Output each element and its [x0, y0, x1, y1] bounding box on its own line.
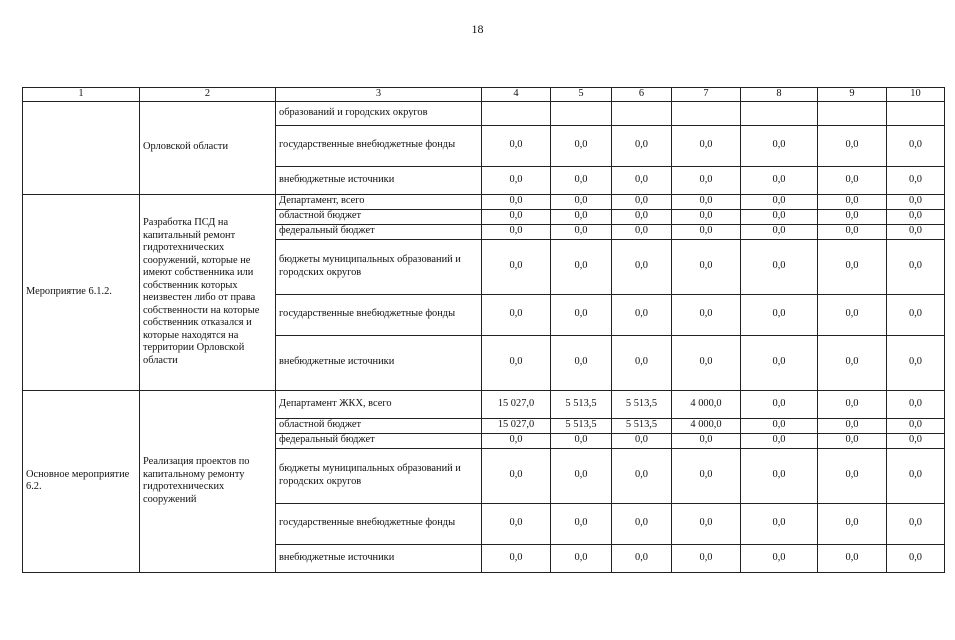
- value-cell: 0,0: [672, 239, 741, 294]
- value-cell: 0,0: [482, 125, 551, 166]
- value-cell: 0,0: [741, 209, 818, 224]
- value-cell: 0,0: [672, 166, 741, 194]
- value-cell: 0,0: [818, 390, 887, 418]
- funding-source-cell: областной бюджет: [276, 418, 482, 433]
- value-cell: 0,0: [551, 433, 612, 448]
- event-cell: [23, 101, 140, 194]
- value-cell: 0,0: [612, 224, 672, 239]
- funding-source-cell: областной бюджет: [276, 209, 482, 224]
- value-cell: 0,0: [551, 239, 612, 294]
- value-cell: 0,0: [482, 224, 551, 239]
- value-cell: 0,0: [818, 448, 887, 503]
- value-cell: [818, 101, 887, 125]
- header-cell: 8: [741, 88, 818, 102]
- header-cell: 4: [482, 88, 551, 102]
- value-cell: 0,0: [482, 448, 551, 503]
- value-cell: 0,0: [818, 224, 887, 239]
- value-cell: 0,0: [818, 194, 887, 209]
- funding-source-cell: Департамент ЖКХ, всего: [276, 390, 482, 418]
- value-cell: 0,0: [887, 194, 945, 209]
- funding-source-cell: государственные внебюджетные фонды: [276, 125, 482, 166]
- value-cell: 0,0: [482, 166, 551, 194]
- description-cell: Разработка ПСД на капитальный ремонт гидротехнических сооружений, которые не имеют собственника или собственник которых неизвестен либо от права собственности на которые собственник отказался и которые находятся на территории Орловской области: [140, 194, 276, 390]
- value-cell: 0,0: [887, 224, 945, 239]
- page-number: 18: [471, 22, 484, 36]
- value-cell: 0,0: [741, 433, 818, 448]
- value-cell: 0,0: [818, 166, 887, 194]
- value-cell: 0,0: [887, 418, 945, 433]
- funding-source-cell: бюджеты муниципальных образований и городских округов: [276, 448, 482, 503]
- value-cell: 0,0: [741, 335, 818, 390]
- value-cell: 0,0: [482, 544, 551, 572]
- value-cell: 0,0: [818, 209, 887, 224]
- value-cell: 0,0: [887, 390, 945, 418]
- financing-table: [22, 87, 945, 573]
- funding-source-cell: бюджеты муниципальных образований и городских округов: [276, 239, 482, 294]
- funding-source-cell: внебюджетные источники: [276, 335, 482, 390]
- value-cell: [887, 101, 945, 125]
- value-cell: 0,0: [818, 503, 887, 544]
- value-cell: 0,0: [741, 418, 818, 433]
- header-row: [23, 88, 945, 102]
- value-cell: 0,0: [741, 239, 818, 294]
- value-cell: 0,0: [612, 503, 672, 544]
- value-cell: 0,0: [612, 335, 672, 390]
- funding-source-cell: государственные внебюджетные фонды: [276, 503, 482, 544]
- value-cell: 0,0: [612, 209, 672, 224]
- value-cell: 0,0: [551, 194, 612, 209]
- value-cell: 0,0: [741, 224, 818, 239]
- value-cell: 5 513,5: [551, 418, 612, 433]
- value-cell: 0,0: [551, 503, 612, 544]
- value-cell: 0,0: [818, 125, 887, 166]
- value-cell: 0,0: [672, 544, 741, 572]
- value-cell: 0,0: [887, 544, 945, 572]
- event-cell: Основное мероприятие 6.2.: [23, 390, 140, 572]
- value-cell: 0,0: [551, 294, 612, 335]
- header-cell: 3: [276, 88, 482, 102]
- value-cell: [612, 101, 672, 125]
- value-cell: 0,0: [672, 209, 741, 224]
- value-cell: 0,0: [672, 503, 741, 544]
- value-cell: 0,0: [818, 239, 887, 294]
- value-cell: 0,0: [818, 433, 887, 448]
- value-cell: 0,0: [741, 448, 818, 503]
- value-cell: 0,0: [741, 544, 818, 572]
- value-cell: 0,0: [818, 418, 887, 433]
- value-cell: 0,0: [672, 335, 741, 390]
- value-cell: 0,0: [741, 125, 818, 166]
- table-row: [23, 194, 945, 209]
- value-cell: 4 000,0: [672, 390, 741, 418]
- value-cell: 15 027,0: [482, 390, 551, 418]
- value-cell: 0,0: [672, 433, 741, 448]
- value-cell: 0,0: [887, 503, 945, 544]
- funding-source-cell: внебюджетные источники: [276, 166, 482, 194]
- value-cell: 0,0: [741, 194, 818, 209]
- value-cell: 4 000,0: [672, 418, 741, 433]
- table-row: [23, 390, 945, 418]
- value-cell: [482, 101, 551, 125]
- value-cell: 0,0: [818, 335, 887, 390]
- value-cell: 0,0: [672, 448, 741, 503]
- value-cell: 0,0: [551, 335, 612, 390]
- value-cell: 0,0: [672, 194, 741, 209]
- value-cell: [672, 101, 741, 125]
- description-cell: Реализация проектов по капитальному ремонту гидротехнических сооружений: [140, 390, 276, 572]
- value-cell: 0,0: [551, 166, 612, 194]
- value-cell: 0,0: [887, 294, 945, 335]
- description-cell: Орловской области: [140, 101, 276, 194]
- value-cell: 0,0: [887, 335, 945, 390]
- value-cell: 0,0: [887, 448, 945, 503]
- value-cell: 0,0: [672, 224, 741, 239]
- value-cell: 0,0: [818, 544, 887, 572]
- value-cell: 0,0: [887, 166, 945, 194]
- value-cell: 0,0: [482, 294, 551, 335]
- header-cell: 9: [818, 88, 887, 102]
- value-cell: 0,0: [551, 125, 612, 166]
- value-cell: 0,0: [612, 544, 672, 572]
- value-cell: 15 027,0: [482, 418, 551, 433]
- value-cell: 0,0: [887, 239, 945, 294]
- funding-source-cell: федеральный бюджет: [276, 224, 482, 239]
- value-cell: 0,0: [612, 239, 672, 294]
- value-cell: 0,0: [612, 294, 672, 335]
- header-cell: 7: [672, 88, 741, 102]
- funding-source-cell: образований и городских округов: [276, 101, 482, 125]
- value-cell: 0,0: [551, 544, 612, 572]
- value-cell: 0,0: [482, 239, 551, 294]
- value-cell: 0,0: [612, 194, 672, 209]
- value-cell: 0,0: [612, 166, 672, 194]
- value-cell: 0,0: [887, 125, 945, 166]
- value-cell: 0,0: [612, 433, 672, 448]
- header-cell: 1: [23, 88, 140, 102]
- value-cell: 0,0: [551, 448, 612, 503]
- header-cell: 6: [612, 88, 672, 102]
- value-cell: [741, 101, 818, 125]
- event-cell: Мероприятие 6.1.2.: [23, 194, 140, 390]
- header-cell: 5: [551, 88, 612, 102]
- value-cell: 0,0: [482, 209, 551, 224]
- value-cell: 0,0: [612, 125, 672, 166]
- funding-source-cell: внебюджетные источники: [276, 544, 482, 572]
- value-cell: 0,0: [672, 294, 741, 335]
- value-cell: 5 513,5: [612, 418, 672, 433]
- value-cell: 0,0: [741, 294, 818, 335]
- value-cell: 0,0: [818, 294, 887, 335]
- funding-source-cell: федеральный бюджет: [276, 433, 482, 448]
- value-cell: 0,0: [551, 209, 612, 224]
- value-cell: 5 513,5: [551, 390, 612, 418]
- value-cell: 0,0: [482, 194, 551, 209]
- value-cell: 0,0: [672, 125, 741, 166]
- value-cell: 0,0: [482, 433, 551, 448]
- value-cell: 0,0: [741, 390, 818, 418]
- value-cell: 0,0: [482, 503, 551, 544]
- value-cell: [551, 101, 612, 125]
- funding-source-cell: Департамент, всего: [276, 194, 482, 209]
- value-cell: 0,0: [887, 209, 945, 224]
- value-cell: 0,0: [551, 224, 612, 239]
- header-cell: 10: [887, 88, 945, 102]
- value-cell: 0,0: [741, 166, 818, 194]
- table-row: [23, 101, 945, 125]
- header-cell: 2: [140, 88, 276, 102]
- value-cell: 0,0: [612, 448, 672, 503]
- value-cell: 0,0: [887, 433, 945, 448]
- value-cell: 5 513,5: [612, 390, 672, 418]
- value-cell: 0,0: [482, 335, 551, 390]
- value-cell: 0,0: [741, 503, 818, 544]
- funding-source-cell: государственные внебюджетные фонды: [276, 294, 482, 335]
